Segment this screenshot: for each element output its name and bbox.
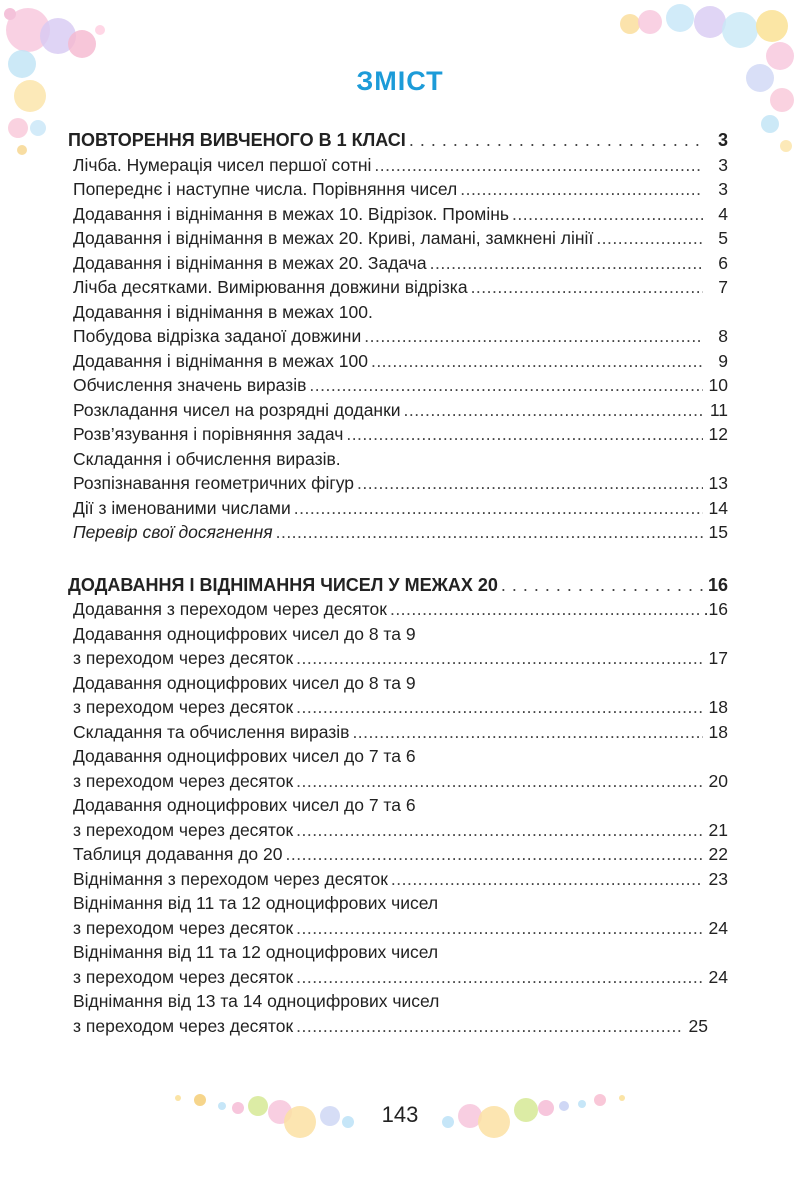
- page-ref: 3: [718, 179, 728, 199]
- leader-dots: [512, 202, 703, 227]
- toc-entry[interactable]: [68, 226, 728, 251]
- toc-entry-line1[interactable]: [68, 891, 728, 916]
- entry-label: Додавання з переходом через десяток: [73, 599, 387, 619]
- page-ref: 17: [708, 648, 728, 668]
- toc-entry[interactable]: [68, 965, 728, 990]
- leader-dots: [357, 471, 703, 496]
- toc-entry[interactable]: [68, 769, 728, 794]
- page-ref: 3: [718, 154, 728, 175]
- leader-dots: [409, 128, 703, 153]
- toc-entry[interactable]: [68, 398, 728, 423]
- toc-entry-line1[interactable]: [68, 447, 728, 472]
- leader-dots: [460, 177, 703, 202]
- leader-dots: [371, 349, 703, 374]
- entry-label-line1: Додавання одноцифрових чисел до 7 та 6: [73, 746, 416, 766]
- entry-label: Попереднє і наступне числа. Порівняння чисел: [73, 179, 458, 199]
- page-ref: 16: [707, 574, 728, 595]
- page-ref: 22: [708, 844, 728, 864]
- toc-entry-line1[interactable]: [68, 940, 728, 965]
- entry-label: Віднімання з переходом через десяток: [73, 868, 388, 889]
- page-ref: 8: [718, 326, 728, 346]
- leader-dots: [430, 251, 703, 276]
- toc-entry[interactable]: [68, 646, 728, 671]
- page-ref: 4: [718, 203, 728, 224]
- entry-label: Побудова відрізка заданої довжини: [73, 326, 362, 346]
- toc-entry[interactable]: [68, 720, 728, 745]
- toc-entry-line1[interactable]: [68, 671, 728, 696]
- toc-entry[interactable]: [68, 1014, 728, 1039]
- page-ref: 13: [708, 473, 728, 493]
- toc-section-heading[interactable]: [68, 573, 728, 598]
- toc-entry-line1[interactable]: [68, 989, 728, 1014]
- page-ref: 12: [708, 424, 728, 444]
- entry-label: Обчислення значень виразів: [73, 375, 307, 395]
- toc-entry[interactable]: [68, 597, 728, 622]
- entry-label: з переходом через десяток: [73, 1015, 294, 1036]
- entry-label: Розпізнавання геометричних фігур: [73, 473, 355, 493]
- entry-label: Лічба. Нумерація чисел першої сотні: [73, 154, 372, 175]
- page-ref: 6: [718, 252, 728, 273]
- entry-label: з переходом через десяток: [73, 917, 294, 938]
- leader-dots: [309, 373, 703, 398]
- page-ref: 10: [708, 375, 728, 395]
- page-ref: 14: [708, 497, 728, 518]
- leader-dots: [296, 769, 703, 794]
- page-ref: 21: [708, 819, 728, 840]
- section-title: ПОВТОРЕННЯ ВИВЧЕНОГО В 1 КЛАСІ: [68, 130, 406, 150]
- page-ref: 24: [708, 966, 728, 987]
- leader-dots: [296, 965, 703, 990]
- leader-dots: [296, 695, 703, 720]
- leader-dots: [276, 520, 703, 545]
- page-title: ЗМІСТ: [356, 66, 444, 96]
- page-ref: 15: [708, 522, 728, 542]
- toc-entry-line1[interactable]: [68, 744, 728, 769]
- entry-label: з переходом через десяток: [73, 966, 294, 987]
- page-ref: 3: [717, 130, 728, 150]
- entry-label: з переходом через десяток: [73, 697, 294, 717]
- page-ref: 25: [688, 1015, 708, 1036]
- entry-label: Дії з іменованими числами: [73, 497, 291, 518]
- leader-dots: [296, 916, 703, 941]
- toc-entry[interactable]: [68, 275, 728, 300]
- entry-label-line1: Додавання одноцифрових чисел до 8 та 9: [73, 623, 416, 644]
- entry-label: Додавання і віднімання в межах 20. Криві, ламані, замкнені лінії: [73, 228, 594, 248]
- entry-label: Таблиця додавання до 20: [73, 844, 283, 864]
- toc-entry[interactable]: [68, 177, 728, 202]
- page-ref: 11: [709, 399, 728, 420]
- toc-entry[interactable]: [68, 818, 728, 843]
- leader-dots: [390, 597, 701, 622]
- leader-dots: [374, 153, 703, 178]
- page-ref: .16: [703, 599, 728, 619]
- section-title: ДОДАВАННЯ І ВІДНІМАННЯ ЧИСЕЛ У МЕЖАХ 20: [68, 574, 498, 595]
- page-ref: 7: [718, 277, 728, 297]
- toc-entry-line1[interactable]: [68, 622, 728, 647]
- toc-entry[interactable]: [68, 349, 728, 374]
- leader-dots: [294, 496, 703, 521]
- entry-label: Лічба десятками. Вимірювання довжини відрізка: [73, 277, 468, 297]
- toc-entry[interactable]: [68, 422, 728, 447]
- toc-section-heading[interactable]: [68, 128, 728, 153]
- toc-entry[interactable]: [68, 202, 728, 227]
- page-ref: 18: [708, 721, 728, 742]
- page-ref: 24: [708, 917, 728, 938]
- entry-label-line1: Додавання і віднімання в межах 100.: [73, 301, 373, 322]
- entry-label: з переходом через десяток: [73, 648, 294, 668]
- table-of-contents: [68, 128, 728, 1038]
- section-spacer: [68, 545, 728, 573]
- toc-entry[interactable]: [68, 695, 728, 720]
- page-ref: 9: [718, 350, 728, 371]
- leader-dots: [501, 573, 703, 598]
- toc-entry[interactable]: [68, 520, 728, 545]
- page-ref: 18: [708, 697, 728, 717]
- entry-label: з переходом через десяток: [73, 770, 294, 791]
- toc-entry[interactable]: [68, 867, 728, 892]
- toc-entry[interactable]: [68, 373, 728, 398]
- entry-label-line1: Додавання одноцифрових чисел до 8 та 9: [73, 672, 416, 693]
- toc-entry[interactable]: [68, 324, 728, 349]
- entry-label-line1: Складання і обчислення виразів.: [73, 448, 341, 469]
- toc-entry-line1[interactable]: [68, 300, 728, 325]
- leader-dots: [471, 275, 703, 300]
- leader-dots: [296, 646, 703, 671]
- toc-entry[interactable]: [68, 496, 728, 521]
- entry-label: Складання та обчислення виразів: [73, 721, 350, 742]
- toc-entry[interactable]: [68, 916, 728, 941]
- page-number: 143: [381, 1102, 419, 1127]
- entry-label-line1: Віднімання від 11 та 12 одноцифрових чисел: [73, 942, 439, 962]
- leader-dots: [286, 842, 704, 867]
- page-ref: 5: [718, 228, 728, 248]
- toc-entry[interactable]: [68, 153, 728, 178]
- leader-dots: [364, 324, 703, 349]
- entry-label: Додавання і віднімання в межах 20. Задача: [73, 252, 427, 273]
- page-ref: 20: [708, 770, 728, 791]
- entry-label-line1: Віднімання від 11 та 12 одноцифрових чисел: [73, 893, 439, 913]
- entry-label-line1: Віднімання від 13 та 14 одноцифрових чисел: [73, 991, 440, 1011]
- leader-dots: [346, 422, 703, 447]
- leader-dots: [352, 720, 703, 745]
- entry-label-line1: Додавання одноцифрових чисел до 7 та 6: [73, 795, 416, 815]
- entry-label: Додавання і віднімання в межах 100: [73, 350, 368, 371]
- entry-label: Розв’язування і порівняння задач: [73, 424, 344, 444]
- leader-dots: [404, 398, 703, 423]
- toc-entry[interactable]: [68, 471, 728, 496]
- page-ref: 23: [708, 868, 728, 889]
- entry-label: з переходом через десяток: [73, 819, 294, 840]
- leader-dots: [296, 1014, 683, 1039]
- leader-dots: [596, 226, 703, 251]
- toc-entry-line1[interactable]: [68, 793, 728, 818]
- toc-entry[interactable]: [68, 251, 728, 276]
- leader-dots: [391, 867, 703, 892]
- entry-label: Додавання і віднімання в межах 10. Відрізок. Промінь: [73, 203, 510, 224]
- leader-dots: [296, 818, 703, 843]
- entry-label: Перевір свої досягнення: [73, 522, 273, 542]
- entry-label: Розкладання чисел на розрядні доданки: [73, 399, 401, 420]
- toc-entry[interactable]: [68, 842, 728, 867]
